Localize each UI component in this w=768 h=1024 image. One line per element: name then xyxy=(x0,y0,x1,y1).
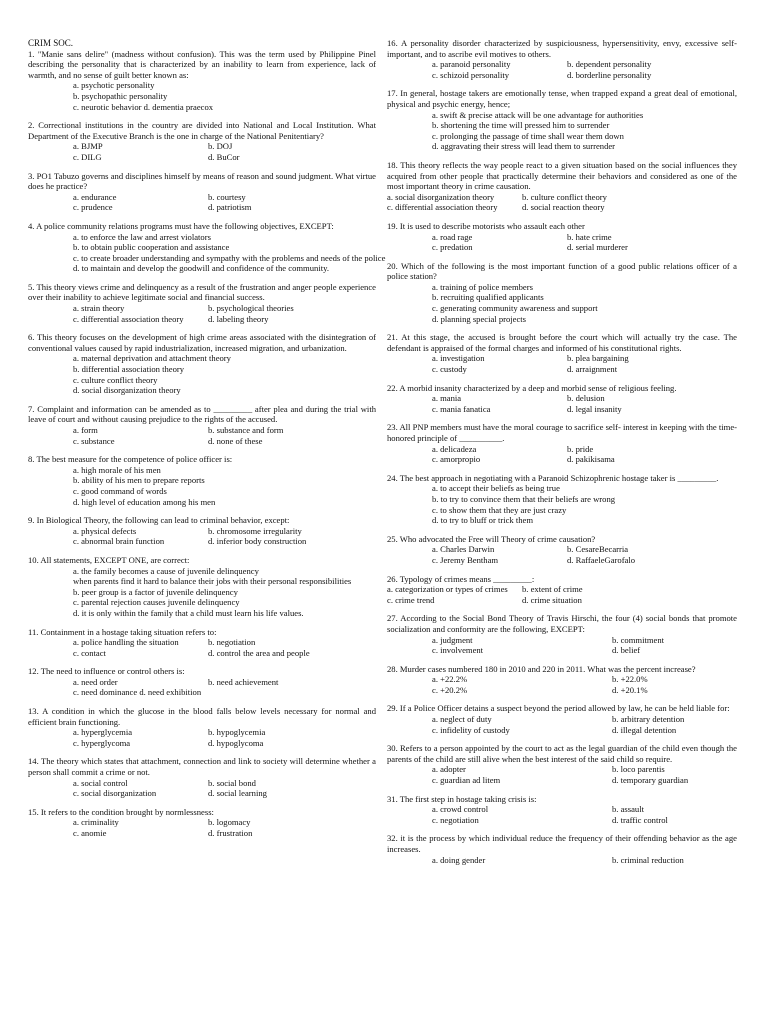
answer-option: a. psychotic personality xyxy=(73,80,155,91)
answer-option: a. categorization or types of crimes xyxy=(387,584,508,595)
question-stem: 7. Complaint and information can be amended as to _________ after plea and during the trial with leave of court and without causing prejudice to the rights of the accused. xyxy=(28,403,376,425)
answer-option: b. CesareBecarria xyxy=(567,544,629,555)
answer-row xyxy=(432,635,737,646)
answer-option: c. predation xyxy=(432,242,473,253)
answer-option: b. chromosome irregularity xyxy=(208,525,302,536)
question xyxy=(387,574,737,606)
answer-option: b. to try to convince them that their beliefs are wrong xyxy=(432,493,616,504)
answer-option: b. hypoglycemia xyxy=(208,727,266,738)
answer-row xyxy=(432,544,737,555)
answer-option: a. training of police members xyxy=(432,281,533,292)
question xyxy=(28,332,376,396)
answer-options xyxy=(387,282,737,324)
answer-option: b. plea bargaining xyxy=(567,353,629,364)
answer-option: d. none of these xyxy=(208,435,263,446)
question-stem: 1. "Manie sans delire" (madness without confusion). This was the term used by Philippine Pinel describing the personality that is characterized by an inability to learn from experience, lack of warmth, and no sense of guilt better known as: xyxy=(28,48,376,80)
answer-row xyxy=(432,364,737,375)
question-stem: 29. If a Police Officer detains a suspect beyond the period allowed by law, he can be held liable for: xyxy=(387,703,730,714)
answer-row xyxy=(73,788,376,799)
answer-option: a. to accept their beliefs as being true xyxy=(432,483,560,494)
answer-row xyxy=(432,815,737,826)
answer-row xyxy=(387,202,737,213)
answer-option: c. to create broader understanding and sympathy with the problems and needs of the police xyxy=(73,252,386,263)
answer-option: a. police handling the situation xyxy=(73,637,179,648)
question-stem: 3. PO1 Tabuzo governs and disciplines himself by means of reason and sound judgment. What virtue does he practice? xyxy=(28,170,376,192)
answer-option: c. negotiation xyxy=(432,814,479,825)
answer-row xyxy=(73,648,376,659)
question-stem: 10. All statements, EXCEPT ONE, are correct: xyxy=(28,554,190,565)
answer-option: b. psychological theories xyxy=(208,303,294,314)
question xyxy=(387,332,737,374)
answer-options xyxy=(387,714,737,735)
answer-option: d. to try to bluff or trick them xyxy=(432,515,534,526)
question xyxy=(28,706,376,748)
question xyxy=(28,220,386,274)
question-stem: 5. This theory views crime and delinquency as a result of the frustration and anger people experience over their inability to achieve legitimate social and financial success. xyxy=(28,281,376,303)
answer-options xyxy=(387,855,737,866)
answer-option: b. criminal reduction xyxy=(612,854,684,865)
question-stem: 15. It refers to the condition brought by normlessness: xyxy=(28,806,214,817)
answer-option: b. assault xyxy=(612,804,644,815)
answer-options xyxy=(387,635,737,656)
answer-option: d. hypoglycoma xyxy=(208,737,264,748)
answer-option: b. arbitrary detention xyxy=(612,714,685,725)
answer-row xyxy=(432,775,737,786)
question-stem: 23. All PNP members must have the moral courage to sacrifice self- interest in keeping with the time- honored principle of __________. xyxy=(387,422,737,443)
answer-row xyxy=(73,436,376,447)
answer-options xyxy=(387,232,737,253)
answer-row xyxy=(432,59,737,70)
answer-option: c. culture conflict theory xyxy=(73,374,158,385)
answer-row xyxy=(432,804,737,815)
answer-row xyxy=(432,764,737,775)
answer-option: d. frustration xyxy=(208,828,253,838)
answer-option: a. judgment xyxy=(432,634,473,645)
answer-row xyxy=(73,828,376,839)
answer-options xyxy=(387,110,737,152)
answer-option: a. +22.2% xyxy=(432,674,468,685)
question-stem: 9. In Biological Theory, the following can lead to criminal behavior, except: xyxy=(28,515,290,526)
answer-option: d. inferior body construction xyxy=(208,536,307,547)
answer-option: b. differential association theory xyxy=(73,364,185,375)
answer-option: b. extent of crime xyxy=(522,584,583,595)
answer-row xyxy=(387,584,737,595)
question-stem: 27. According to the Social Bond Theory of Travis Hirschi, the four (4) social bonds that promote socialization and conformity are the following, EXCEPT: xyxy=(387,613,737,634)
answer-option: d. crime situation xyxy=(522,594,582,605)
answer-row xyxy=(73,727,376,738)
answer-options xyxy=(28,637,376,658)
answer-options xyxy=(387,59,737,80)
answer-options xyxy=(387,192,737,213)
answer-option: a. endurance xyxy=(73,191,117,202)
answer-option: d. BuCor xyxy=(208,151,240,162)
question xyxy=(387,794,737,826)
answer-option: c. prudence xyxy=(73,202,113,213)
answer-option: a. maternal deprivation and attachment theory xyxy=(73,353,231,364)
answer-options xyxy=(387,444,737,465)
question xyxy=(387,221,737,253)
question-stem: 25. Who advocated the Free will Theory of crime causation? xyxy=(387,533,596,544)
answer-option: a. to enforce the law and arrest violators xyxy=(73,231,211,242)
answer-option: c. prolonging the passage of time shall wear them down xyxy=(432,130,624,141)
question-stem: 30. Refers to a person appointed by the court to act as the legal guardian of the child even though the parents of the child are still alive when the best interest of the said child so require. xyxy=(387,743,737,764)
answer-option: b. culture conflict theory xyxy=(522,191,607,202)
answer-options xyxy=(28,231,386,274)
answer-row xyxy=(73,314,376,325)
answer-row xyxy=(432,555,737,566)
question xyxy=(28,555,376,619)
question xyxy=(387,383,737,415)
left-column xyxy=(28,38,386,847)
answer-option: b. hate crime xyxy=(567,231,612,242)
answer-option: a. criminality xyxy=(73,817,119,828)
answer-options xyxy=(28,192,376,213)
answer-row xyxy=(432,70,737,81)
answer-option: c. crime trend xyxy=(387,594,435,605)
answer-row xyxy=(432,685,737,696)
answer-options xyxy=(28,817,376,838)
answer-options xyxy=(387,393,737,414)
answer-options xyxy=(28,526,376,547)
answer-option: b. to obtain public cooperation and assistance xyxy=(73,242,230,253)
question-stem: 32. it is the process by which individual reduce the frequency of their offending behavior as the age increases. xyxy=(387,833,737,854)
question xyxy=(28,807,376,839)
answer-option: b. delusion xyxy=(567,393,605,404)
question xyxy=(28,171,376,213)
answer-option: b. shortening the time will pressed him to surrender xyxy=(432,120,610,131)
answer-row xyxy=(73,141,376,152)
answer-option: d. to maintain and develop the goodwill and confidence of the community. xyxy=(73,263,329,274)
question-stem: 2. Correctional institutions in the country are divided into National and Local Institution. What Department of the Executive Branch is the one in charge of the National Penitentiary? xyxy=(28,120,376,141)
answer-option: b. recruiting qualified applicants xyxy=(432,292,544,303)
answer-option: d. RaffaeleGarofalo xyxy=(567,554,636,565)
answer-option: c. social disorganization xyxy=(73,788,157,799)
answer-option: a. social control xyxy=(73,777,128,788)
question-stem: 6. This theory focuses on the development of high crime areas associated with the disintegration of conventional values caused by rapid industrialization, increased migration, and urbanization. xyxy=(28,332,376,353)
answer-option: a. crowd control xyxy=(432,804,489,815)
answer-option: d. traffic control xyxy=(612,814,668,825)
question-stem: 11. Containment in a hostage taking situation refers to: xyxy=(28,626,217,637)
answer-row xyxy=(73,192,376,203)
question-stem: 17. In general, hostage takers are emotionally tense, when trapped expand a great deal of emotional, physical and psychic energy, hence; xyxy=(387,88,737,109)
question-stem: 28. Murder cases numbered 180 in 2010 and 220 in 2011. What was the percent increase? xyxy=(387,663,696,674)
question xyxy=(28,49,376,113)
answer-option: d. temporary guardian xyxy=(612,775,689,786)
answer-option: d. social reaction theory xyxy=(522,202,605,213)
question xyxy=(387,38,737,80)
question xyxy=(387,473,737,526)
answer-row xyxy=(432,454,737,465)
answer-option: c. differential association theory xyxy=(387,202,498,213)
answer-option: c. Jeremy Bentham xyxy=(432,554,499,565)
answer-option: c. parental rejection causes juvenile delinquency xyxy=(73,597,240,608)
answer-row xyxy=(432,444,737,455)
answer-row xyxy=(73,778,376,789)
answer-option: c. infidelity of custody xyxy=(432,724,510,735)
answer-option: a. adopter xyxy=(432,764,466,775)
answer-option: a. neglect of duty xyxy=(432,714,492,725)
answer-option: c. good command of words xyxy=(73,485,167,496)
question xyxy=(387,88,737,152)
answer-options xyxy=(28,465,376,507)
answer-row xyxy=(432,404,737,415)
answer-option: b. courtesy xyxy=(208,191,246,202)
answer-option: d. social disorganization theory xyxy=(73,385,181,396)
question-stem: 26. Typology of crimes means _________: xyxy=(387,573,535,584)
answer-row xyxy=(73,817,376,828)
answer-option: b. ability of his men to prepare reports xyxy=(73,475,205,486)
answer-options xyxy=(387,674,737,695)
answer-option: d. legal insanity xyxy=(567,403,622,414)
answer-option: b. commitment xyxy=(612,634,665,645)
question-stem: 31. The first step in hostage taking crisis is: xyxy=(387,793,537,804)
question xyxy=(387,160,737,213)
question xyxy=(28,515,376,547)
answer-option: a. the family becomes a cause of juvenile delinquency xyxy=(73,565,259,576)
answer-options xyxy=(28,727,376,748)
answer-option: a. form xyxy=(73,425,98,435)
answer-option: d. pakikisama xyxy=(567,454,615,465)
question xyxy=(387,743,737,785)
answer-options xyxy=(387,544,737,565)
question xyxy=(28,120,376,162)
answer-row xyxy=(73,152,376,163)
answer-option: c. schizoid personality xyxy=(432,69,510,80)
answer-option: c. substance xyxy=(73,435,115,446)
right-column xyxy=(387,38,737,873)
answer-option: a. physical defects xyxy=(73,525,137,536)
answer-row xyxy=(432,714,737,725)
answer-option: c. differential association theory xyxy=(73,313,184,324)
answer-option: c. involvement xyxy=(432,645,484,656)
answer-option: d. labeling theory xyxy=(208,313,269,324)
answer-option: a. hyperglycemia xyxy=(73,727,133,738)
question-stem: 19. It is used to describe motorists who assault each other xyxy=(387,220,585,231)
exam-header: CRIM SOC. xyxy=(28,38,74,48)
answer-option: d. high level of education among his men xyxy=(73,496,216,507)
answer-row xyxy=(73,425,376,436)
answer-option: a. BJMP xyxy=(73,141,103,152)
answer-row xyxy=(73,738,376,749)
question xyxy=(387,833,737,865)
answer-row xyxy=(73,677,376,688)
answer-options xyxy=(387,483,737,525)
answer-option: b. dependent personality xyxy=(567,59,652,70)
answer-row xyxy=(432,645,737,656)
answer-row xyxy=(432,393,737,404)
answer-option: a. Charles Darwin xyxy=(432,544,495,555)
answer-option: c. generating community awareness and support xyxy=(432,303,598,314)
answer-option: b. social bond xyxy=(208,777,256,788)
answer-option: b. DOJ xyxy=(208,141,233,152)
answer-row xyxy=(387,192,737,203)
answer-options xyxy=(387,584,737,605)
answer-option: b. +22.0% xyxy=(612,674,648,685)
answer-option: d. aggravating their stress will lead them to surrender xyxy=(432,141,616,152)
answer-option: a. doing gender xyxy=(432,854,486,865)
question xyxy=(387,703,737,735)
answer-option: a. need order xyxy=(73,676,118,687)
answer-option: c. hyperglycoma xyxy=(73,737,131,748)
answer-option: b. loco parentis xyxy=(612,764,665,775)
answer-option: d. arraignment xyxy=(567,364,618,375)
question xyxy=(28,454,376,507)
answer-options xyxy=(28,80,376,112)
answer-option: b. negotiation xyxy=(208,637,256,648)
answer-option: when parents find it hard to balance their jobs with their personal responsibilities xyxy=(73,576,352,587)
answer-option: c. abnormal brain function xyxy=(73,536,165,547)
answer-option: a. paranoid personality xyxy=(432,59,511,70)
answer-options xyxy=(28,566,376,619)
answer-row xyxy=(432,232,737,243)
answer-option: a. social disorganization theory xyxy=(387,191,495,202)
answer-option: d. social learning xyxy=(208,788,267,799)
answer-option: d. belief xyxy=(612,645,641,656)
answer-option: d. patriotism xyxy=(208,202,252,213)
answer-options xyxy=(387,353,737,374)
answer-option: a. strain theory xyxy=(73,303,125,314)
answer-row xyxy=(73,637,376,648)
answer-option: b. need achievement xyxy=(208,676,279,687)
answer-row xyxy=(73,303,376,314)
question-stem: 22. A morbid insanity characterized by a deep and morbid sense of religious feeling. xyxy=(387,382,677,393)
answer-option: a. mania xyxy=(432,393,462,404)
answer-options xyxy=(28,677,376,698)
question xyxy=(387,261,737,325)
answer-row xyxy=(432,674,737,685)
answer-option: c. amorpropio xyxy=(432,454,481,465)
answer-option: d. borderline personality xyxy=(567,69,652,80)
answer-options xyxy=(387,764,737,785)
answer-option: a. delicadeza xyxy=(432,443,477,454)
answer-option: d. +20.1% xyxy=(612,684,648,695)
answer-option: a. road rage xyxy=(432,231,473,242)
answer-row xyxy=(387,595,737,606)
question xyxy=(28,282,376,324)
answer-options xyxy=(28,425,376,446)
answer-option: d. it is only within the family that a child must learn his life values. xyxy=(73,607,304,618)
question xyxy=(28,756,376,798)
question-stem: 21. At this stage, the accused is brought before the court which will actually try the case. The defendant is appraised of the formal charges and informed of his constitutional rights. xyxy=(387,332,737,353)
answer-options xyxy=(28,353,376,395)
question-stem: 14. The theory which states that attachment, connection and link to society will determine whether a person shall commit a crime or not. xyxy=(28,756,376,778)
answer-option: d. illegal detention xyxy=(612,724,677,735)
question-stem: 20. Which of the following is the most important function of a good public relations officer of a police station? xyxy=(387,260,737,282)
answer-row xyxy=(73,526,376,537)
answer-option: c. mania fanatica xyxy=(432,403,491,414)
answer-options xyxy=(28,141,376,162)
answer-option: c. +20.2% xyxy=(432,684,468,695)
answer-options xyxy=(28,303,376,324)
answer-row xyxy=(432,353,737,364)
answer-row xyxy=(432,725,737,736)
question xyxy=(387,613,737,655)
answer-option: b. pride xyxy=(567,443,594,454)
answer-option: b. substance and form xyxy=(208,425,284,435)
question xyxy=(28,666,376,698)
answer-option: a. swift & precise attack will be one advantage for authorities xyxy=(432,109,644,120)
answer-option: c. neurotic behavior d. dementia praecox xyxy=(73,101,214,112)
question-stem: 13. A condition in which the glucose in the blood falls below levels necessary for normal and efficient brain functioning. xyxy=(28,706,376,727)
answer-row xyxy=(432,242,737,253)
answer-options xyxy=(28,778,376,799)
answer-options xyxy=(387,804,737,825)
question-stem: 12. The need to influence or control others is: xyxy=(28,666,185,677)
answer-option: b. psychopathic personality xyxy=(73,90,168,101)
answer-option: a. investigation xyxy=(432,353,485,364)
answer-option: d. planning special projects xyxy=(432,313,527,324)
answer-row xyxy=(73,687,376,698)
question xyxy=(387,534,737,566)
answer-option: b. logomacy xyxy=(208,817,251,828)
answer-option: c. need dominance d. need exhibition xyxy=(73,687,202,698)
question-stem: 4. A police community relations programs must have the following objectives, EXCEPT: xyxy=(28,220,334,231)
question xyxy=(28,627,376,659)
question xyxy=(387,664,737,696)
answer-option: b. peer group is a factor of juvenile delinquency xyxy=(73,586,238,597)
question-stem: 24. The best approach in negotiating with a Paranoid Schizophrenic hostage taker is _________. xyxy=(387,472,719,483)
answer-option: c. DILG xyxy=(73,151,102,162)
answer-option: d. control the area and people xyxy=(208,647,310,658)
question xyxy=(28,404,376,446)
question-stem: 18. This theory reflects the way people react to a given situation based on the social influences they acquired from other people that practically determine their behaviors and considered as one of the most important theory in crime causation. xyxy=(387,159,737,192)
question-stem: 8. The best measure for the competence of police officer is: xyxy=(28,454,233,465)
answer-option: c. anomie xyxy=(73,828,107,838)
answer-option: d. serial murderer xyxy=(567,242,628,253)
question-stem: 16. A personality disorder characterized by suspiciousness, hypersensitivity, envy, excessive self-important, and to ascribe evil motives to others. xyxy=(387,38,737,59)
answer-option: c. contact xyxy=(73,647,106,658)
question xyxy=(387,422,737,464)
answer-option: c. to show them that they are just crazy xyxy=(432,504,567,515)
answer-option: a. high morale of his men xyxy=(73,464,161,475)
answer-row xyxy=(73,202,376,213)
answer-option: c. custody xyxy=(432,364,467,375)
answer-row xyxy=(73,536,376,547)
answer-row xyxy=(432,855,737,866)
answer-option: c. guardian ad litem xyxy=(432,775,501,786)
